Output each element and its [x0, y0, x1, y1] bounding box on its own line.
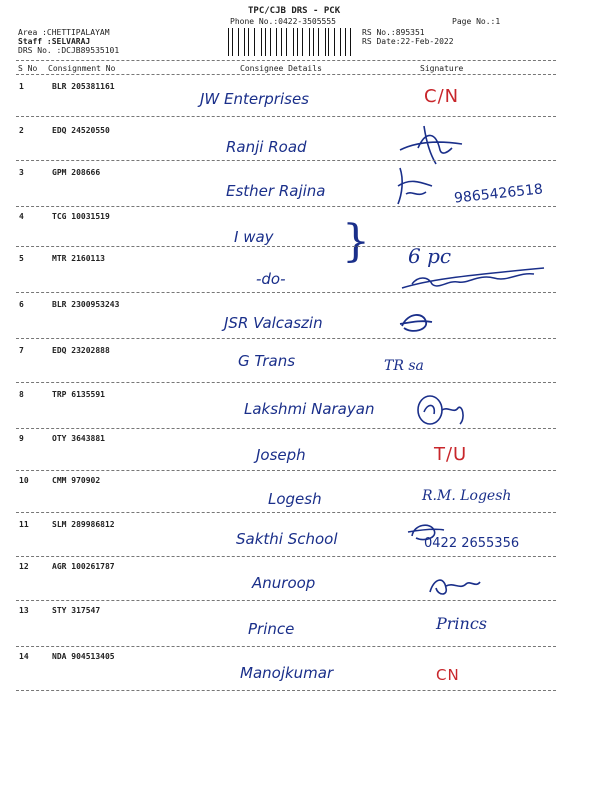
signature-scribble	[398, 308, 434, 336]
consignee-name: G Trans	[238, 352, 296, 370]
barcode-bar	[236, 28, 237, 56]
consignment-number: TCG 10031519	[52, 212, 110, 221]
page-number: Page No.:1	[452, 17, 501, 26]
consignment-number: MTR 2160113	[52, 254, 105, 263]
barcode-bar	[276, 28, 277, 56]
signature: CN	[436, 666, 460, 684]
signature: R.M. Logesh	[422, 488, 512, 504]
consignment-number: EDQ 23202888	[52, 346, 110, 355]
signature: T/U	[434, 444, 468, 465]
signature: Princs	[436, 614, 488, 633]
barcode-bar	[238, 28, 239, 56]
brace-mark: }	[342, 216, 370, 267]
barcode-bar	[248, 28, 249, 56]
barcode-bar	[321, 28, 322, 56]
barcode-bar	[265, 28, 266, 56]
row-number: 3	[19, 168, 24, 177]
phone-handwritten: 9865426518	[453, 181, 544, 207]
row-divider	[16, 160, 556, 161]
phone-number: Phone No.:0422-3505555	[230, 17, 336, 26]
consignee-name: Lakshmi Narayan	[244, 400, 375, 418]
signature: C/N	[424, 86, 460, 107]
consignee-name: Sakthi School	[236, 530, 338, 548]
consignment-number: EDQ 24520550	[52, 126, 110, 135]
row-divider	[16, 206, 556, 207]
consignment-number: TRP 6135591	[52, 390, 105, 399]
barcode-bar	[272, 28, 273, 56]
row-divider	[16, 600, 556, 601]
consignee-name: Ranji Road	[226, 138, 307, 156]
row-number: 10	[19, 476, 29, 485]
consignee-name: Esther Rajina	[226, 182, 326, 200]
consignment-number: OTY 3643881	[52, 434, 105, 443]
barcode-bar	[310, 28, 311, 56]
signature-scribble	[424, 570, 484, 600]
consignee-name: JW Enterprises	[200, 90, 309, 108]
barcode-bar	[256, 28, 257, 56]
row-number: 8	[19, 390, 24, 399]
barcode-bar	[228, 28, 229, 56]
row-number: 6	[19, 300, 24, 309]
consignee-name: -do-	[256, 270, 286, 288]
row-number: 9	[19, 434, 24, 443]
signature-scribble	[392, 164, 438, 208]
rs-number: RS No.:895351	[362, 28, 425, 37]
row-number: 7	[19, 346, 24, 355]
consignee-name: Manojkumar	[240, 664, 334, 682]
barcode-bar	[332, 28, 333, 56]
consignee-name: I way	[234, 228, 274, 246]
consignment-number: CMM 970902	[52, 476, 101, 485]
row-divider	[16, 338, 556, 339]
header-divider-top	[16, 60, 556, 61]
column-consignee: Consignee Details	[240, 64, 322, 73]
barcode-bar	[284, 28, 285, 56]
consignee-name: Anuroop	[252, 574, 316, 592]
consignment-number: AGR 100261787	[52, 562, 115, 571]
column-consignment: Consignment No	[48, 64, 116, 73]
consignee-name: Prince	[248, 620, 295, 638]
row-divider	[16, 428, 556, 429]
row-divider	[16, 470, 556, 471]
staff-label: Staff :SELVARAJ	[18, 37, 91, 46]
column-signature: Signature	[420, 64, 464, 73]
barcode-bar	[342, 28, 343, 56]
barcode-bar	[334, 28, 335, 56]
barcode-bar	[297, 28, 298, 56]
consignee-name: Joseph	[256, 446, 306, 464]
barcode	[228, 28, 356, 56]
consignment-number: GPM 208666	[52, 168, 101, 177]
rs-date: RS Date:22-Feb-2022	[362, 37, 454, 46]
row-number: 11	[19, 520, 29, 529]
row-divider	[16, 382, 556, 383]
barcode-bar	[252, 28, 253, 56]
sheet-title: TPC/CJB DRS - PCK	[248, 6, 341, 16]
row-divider	[16, 556, 556, 557]
row-divider	[16, 116, 556, 117]
header-divider-bottom	[16, 74, 556, 75]
consignee-name: JSR Valcaszin	[224, 314, 323, 332]
row-number: 13	[19, 606, 29, 615]
drs-number: DRS No. :DCJB89535101	[18, 46, 120, 55]
row-number: 2	[19, 126, 24, 135]
signature: TR sa	[384, 358, 424, 374]
barcode-bar	[318, 28, 319, 56]
row-divider	[16, 512, 556, 513]
consignment-number: NDA 904513405	[52, 652, 115, 661]
piece-count: 6 pc	[408, 244, 452, 268]
phone-handwritten: 0422 2655356	[424, 536, 520, 551]
barcode-bar	[289, 28, 290, 56]
signature-scribble	[412, 392, 472, 428]
consignee-name: Logesh	[268, 490, 322, 508]
row-number: 1	[19, 82, 24, 91]
row-number: 12	[19, 562, 29, 571]
barcode-bar	[350, 28, 351, 56]
area-label: Area :CHETTIPALAYAM	[18, 28, 110, 37]
consignment-number: SLM 289986812	[52, 520, 115, 529]
row-number: 14	[19, 652, 29, 661]
row-number: 4	[19, 212, 24, 221]
barcode-bar	[302, 28, 303, 56]
column-sno: S No	[18, 64, 38, 73]
row-divider	[16, 246, 556, 247]
consignment-number: BLR 2300953243	[52, 300, 120, 309]
row-divider	[16, 292, 556, 293]
row-number: 5	[19, 254, 24, 263]
consignment-number: STY 317547	[52, 606, 101, 615]
row-divider	[16, 646, 556, 647]
row-divider	[16, 690, 556, 691]
consignment-number: BLR 205381161	[52, 82, 115, 91]
